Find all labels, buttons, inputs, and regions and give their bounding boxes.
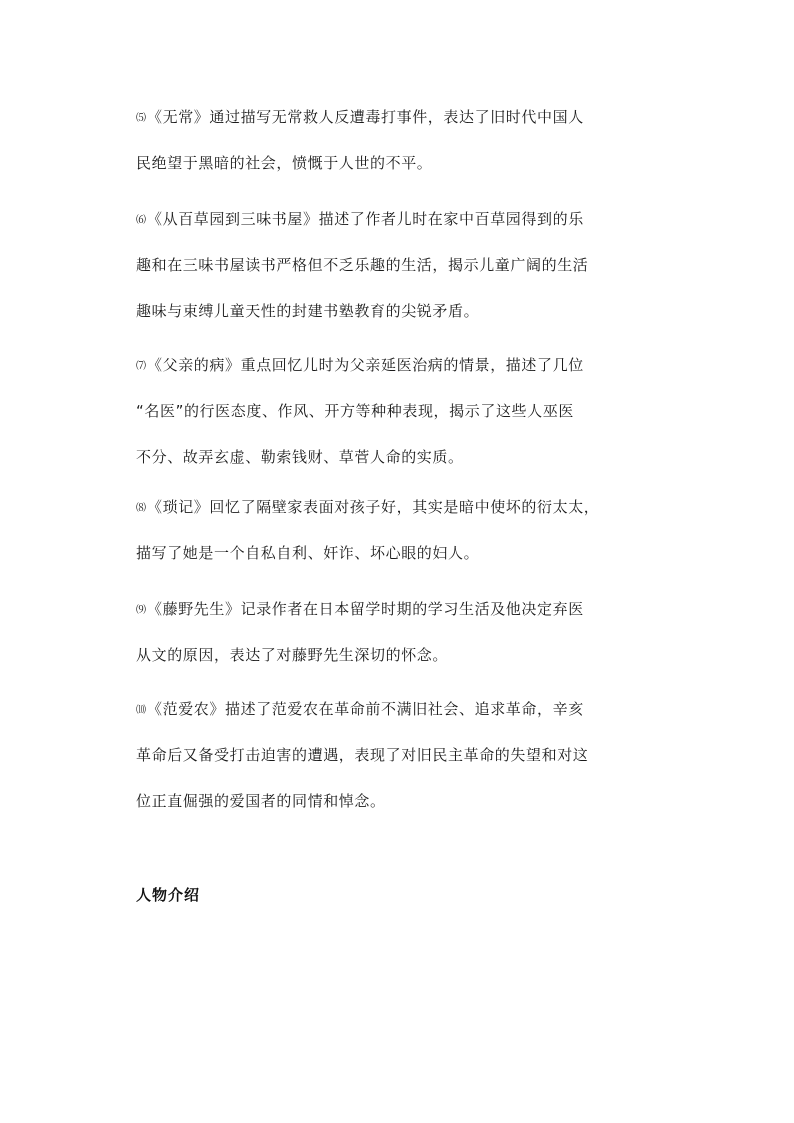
paragraph-line: 民绝望于黑暗的社会，愤慨于人世的不平。 [136, 154, 433, 172]
paragraph-line: 不分、故弄玄虚、勒索钱财、草菅人命的实质。 [136, 448, 464, 466]
paragraph-line: 从文的原因，表达了对藤野先生深切的怀念。 [136, 646, 449, 664]
paragraph-line: 位正直倔强的爱国者的同情和悼念。 [136, 792, 386, 810]
item-number: ⑽ [136, 705, 146, 716]
paragraph-6 [136, 196, 676, 334]
paragraph-8 [136, 484, 676, 576]
item-number: ⑺ [136, 361, 146, 372]
line-text: 《琐记》回忆了隔壁家表面对孩子好，其实是暗中使坏的衍太太， [147, 498, 600, 516]
paragraph-line [136, 686, 676, 732]
section-heading: 人物介绍 [136, 886, 201, 904]
line-text: 《无常》通过描写无常救人反遭毒打事件，表达了旧时代中国人 [147, 108, 584, 126]
paragraph-line [136, 342, 676, 388]
paragraph-7 [136, 342, 676, 480]
item-number: ⑸ [136, 113, 146, 124]
paragraph-line [136, 484, 676, 530]
paragraph-line [136, 94, 676, 140]
paragraph-line: 革命后又备受打击迫害的遭遇，表现了对旧民主革命的失望和对这 [136, 746, 589, 764]
paragraph-10 [136, 686, 676, 824]
paragraph-line [136, 586, 676, 632]
paragraph-line [136, 196, 676, 242]
paragraph-line: 描写了她是一个自私自利、奸诈、坏心眼的妇人。 [136, 544, 480, 562]
paragraph-line: 趣味与束缚儿童天性的封建书塾教育的尖锐矛盾。 [136, 302, 480, 320]
line-text: 《藤野先生》记录作者在日本留学时期的学习生活及他决定弃医 [147, 600, 584, 618]
item-number: ⑹ [136, 215, 146, 226]
line-text: 《父亲的病》重点回忆儿时为父亲延医治病的情景，描述了几位 [147, 356, 584, 374]
line-text: 《从百草园到三味书屋》描述了作者儿时在家中百草园得到的乐 [147, 210, 584, 228]
paragraph-line: “名医”的行医态度、作风、开方等种种表现，揭示了这些人巫医 [136, 402, 574, 420]
paragraph-5 [136, 94, 676, 186]
paragraph-line: 趣和在三味书屋读书严格但不乏乐趣的生活，揭示儿童广阔的生活 [136, 256, 589, 274]
item-number: ⑻ [136, 503, 146, 514]
item-number: ⑼ [136, 605, 146, 616]
line-text: 《范爱农》描述了范爱农在革命前不满旧社会、追求革命，辛亥 [147, 700, 584, 718]
paragraph-9 [136, 586, 676, 678]
